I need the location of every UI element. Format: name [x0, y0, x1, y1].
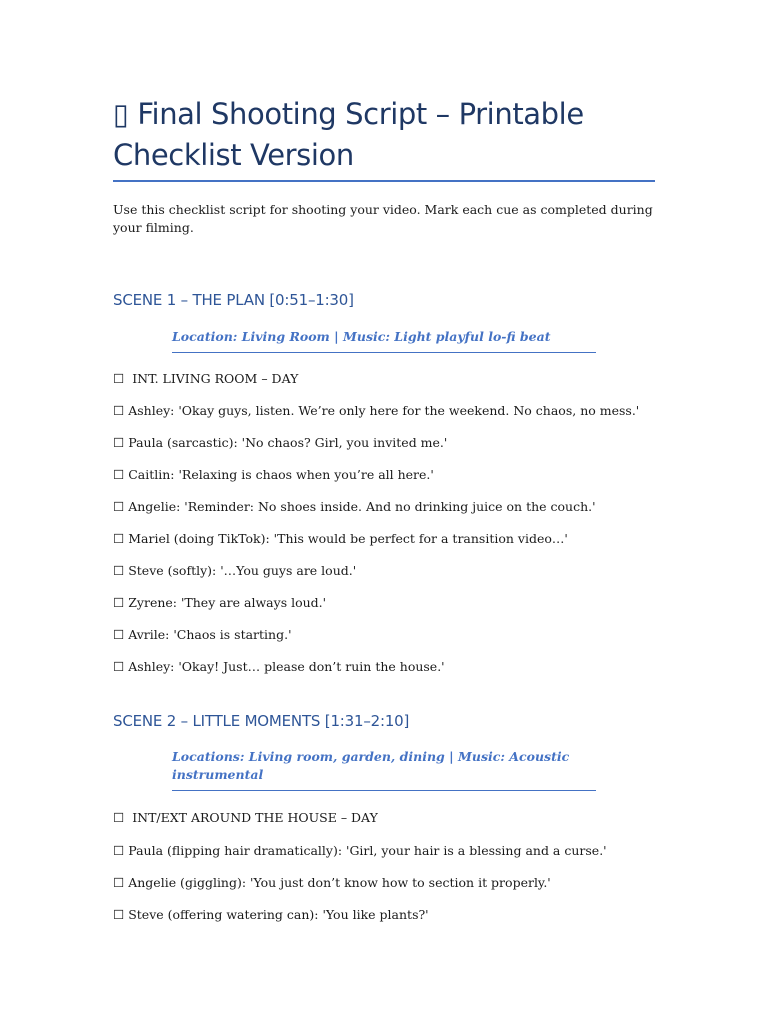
checklist-item [113, 809, 378, 827]
checklist-item [113, 594, 326, 612]
checklist-item [113, 626, 292, 644]
cue-text: Steve (softly): '…You guys are loud.' [128, 563, 357, 578]
checkbox-icon[interactable]: ☐ [113, 875, 125, 890]
intro-paragraph: Use this checklist script for shooting your video. Mark each cue as completed during your filming. [113, 202, 653, 235]
checkbox-icon[interactable]: ☐ [113, 810, 125, 825]
checklist-item [113, 466, 434, 484]
cue-text: Avrile: 'Chaos is starting.' [128, 627, 292, 642]
checkbox-icon[interactable]: ☐ [113, 403, 125, 418]
checklist-item [113, 842, 607, 860]
cue-text: Steve (offering watering can): 'You like plants?' [128, 907, 429, 922]
checklist-item [113, 498, 596, 516]
checkbox-icon[interactable]: ☐ [113, 467, 125, 482]
cue-text: Angelie: 'Reminder: No shoes inside. And no drinking juice on the couch.' [128, 499, 596, 514]
checklist-item [113, 562, 356, 580]
scene-2-heading: SCENE 2 – LITTLE MOMENTS [1:31–2:10] [113, 712, 410, 730]
cue-text: Zyrene: 'They are always loud.' [128, 595, 327, 610]
checkbox-icon[interactable]: ☐ [113, 531, 125, 546]
checkbox-icon[interactable]: ☐ [113, 659, 125, 674]
checklist-item [113, 370, 298, 388]
document-title: ▯ Final Shooting Script – Printable Checklist Version [113, 97, 584, 172]
checkbox-icon[interactable]: ☐ [113, 371, 125, 386]
scene-1-heading: SCENE 1 – THE PLAN [0:51–1:30] [113, 291, 354, 309]
checklist-item [113, 530, 568, 548]
cue-text: Ashley: 'Okay guys, listen. We’re only here for the weekend. No chaos, no mess.' [128, 403, 640, 418]
cue-text: Paula (flipping hair dramatically): 'Girl, your hair is a blessing and a curse.' [128, 843, 607, 858]
checkbox-icon[interactable]: ☐ [113, 843, 125, 858]
checkbox-icon[interactable]: ☐ [113, 627, 125, 642]
cue-text: Caitlin: 'Relaxing is chaos when you’re all here.' [128, 467, 434, 482]
title-divider [113, 180, 655, 182]
cue-text: Paula (sarcastic): 'No chaos? Girl, you invited me.' [128, 435, 448, 450]
scene-1-location-music: Location: Living Room | Music: Light playful lo-fi beat [172, 328, 596, 353]
checkbox-icon[interactable]: ☐ [113, 907, 125, 922]
checkbox-icon[interactable]: ☐ [113, 595, 125, 610]
cue-text: INT/EXT AROUND THE HOUSE – DAY [132, 810, 378, 825]
checklist-item [113, 402, 639, 420]
checkbox-icon[interactable]: ☐ [113, 563, 125, 578]
cue-text: Angelie (giggling): 'You just don’t know how to section it properly.' [128, 875, 551, 890]
cue-text: Ashley: 'Okay! Just… please don’t ruin the house.' [128, 659, 445, 674]
checklist-item [113, 906, 429, 924]
checklist-item [113, 658, 445, 676]
cue-text: INT. LIVING ROOM – DAY [132, 371, 299, 386]
checkbox-icon[interactable]: ☐ [113, 499, 125, 514]
checkbox-icon[interactable]: ☐ [113, 435, 125, 450]
scene-2-location-music: Locations: Living room, garden, dining | Music: Acoustic instrumental [172, 748, 596, 791]
cue-text: Mariel (doing TikTok): 'This would be perfect for a transition video…' [128, 531, 568, 546]
checklist-item [113, 434, 447, 452]
checklist-item [113, 874, 551, 892]
